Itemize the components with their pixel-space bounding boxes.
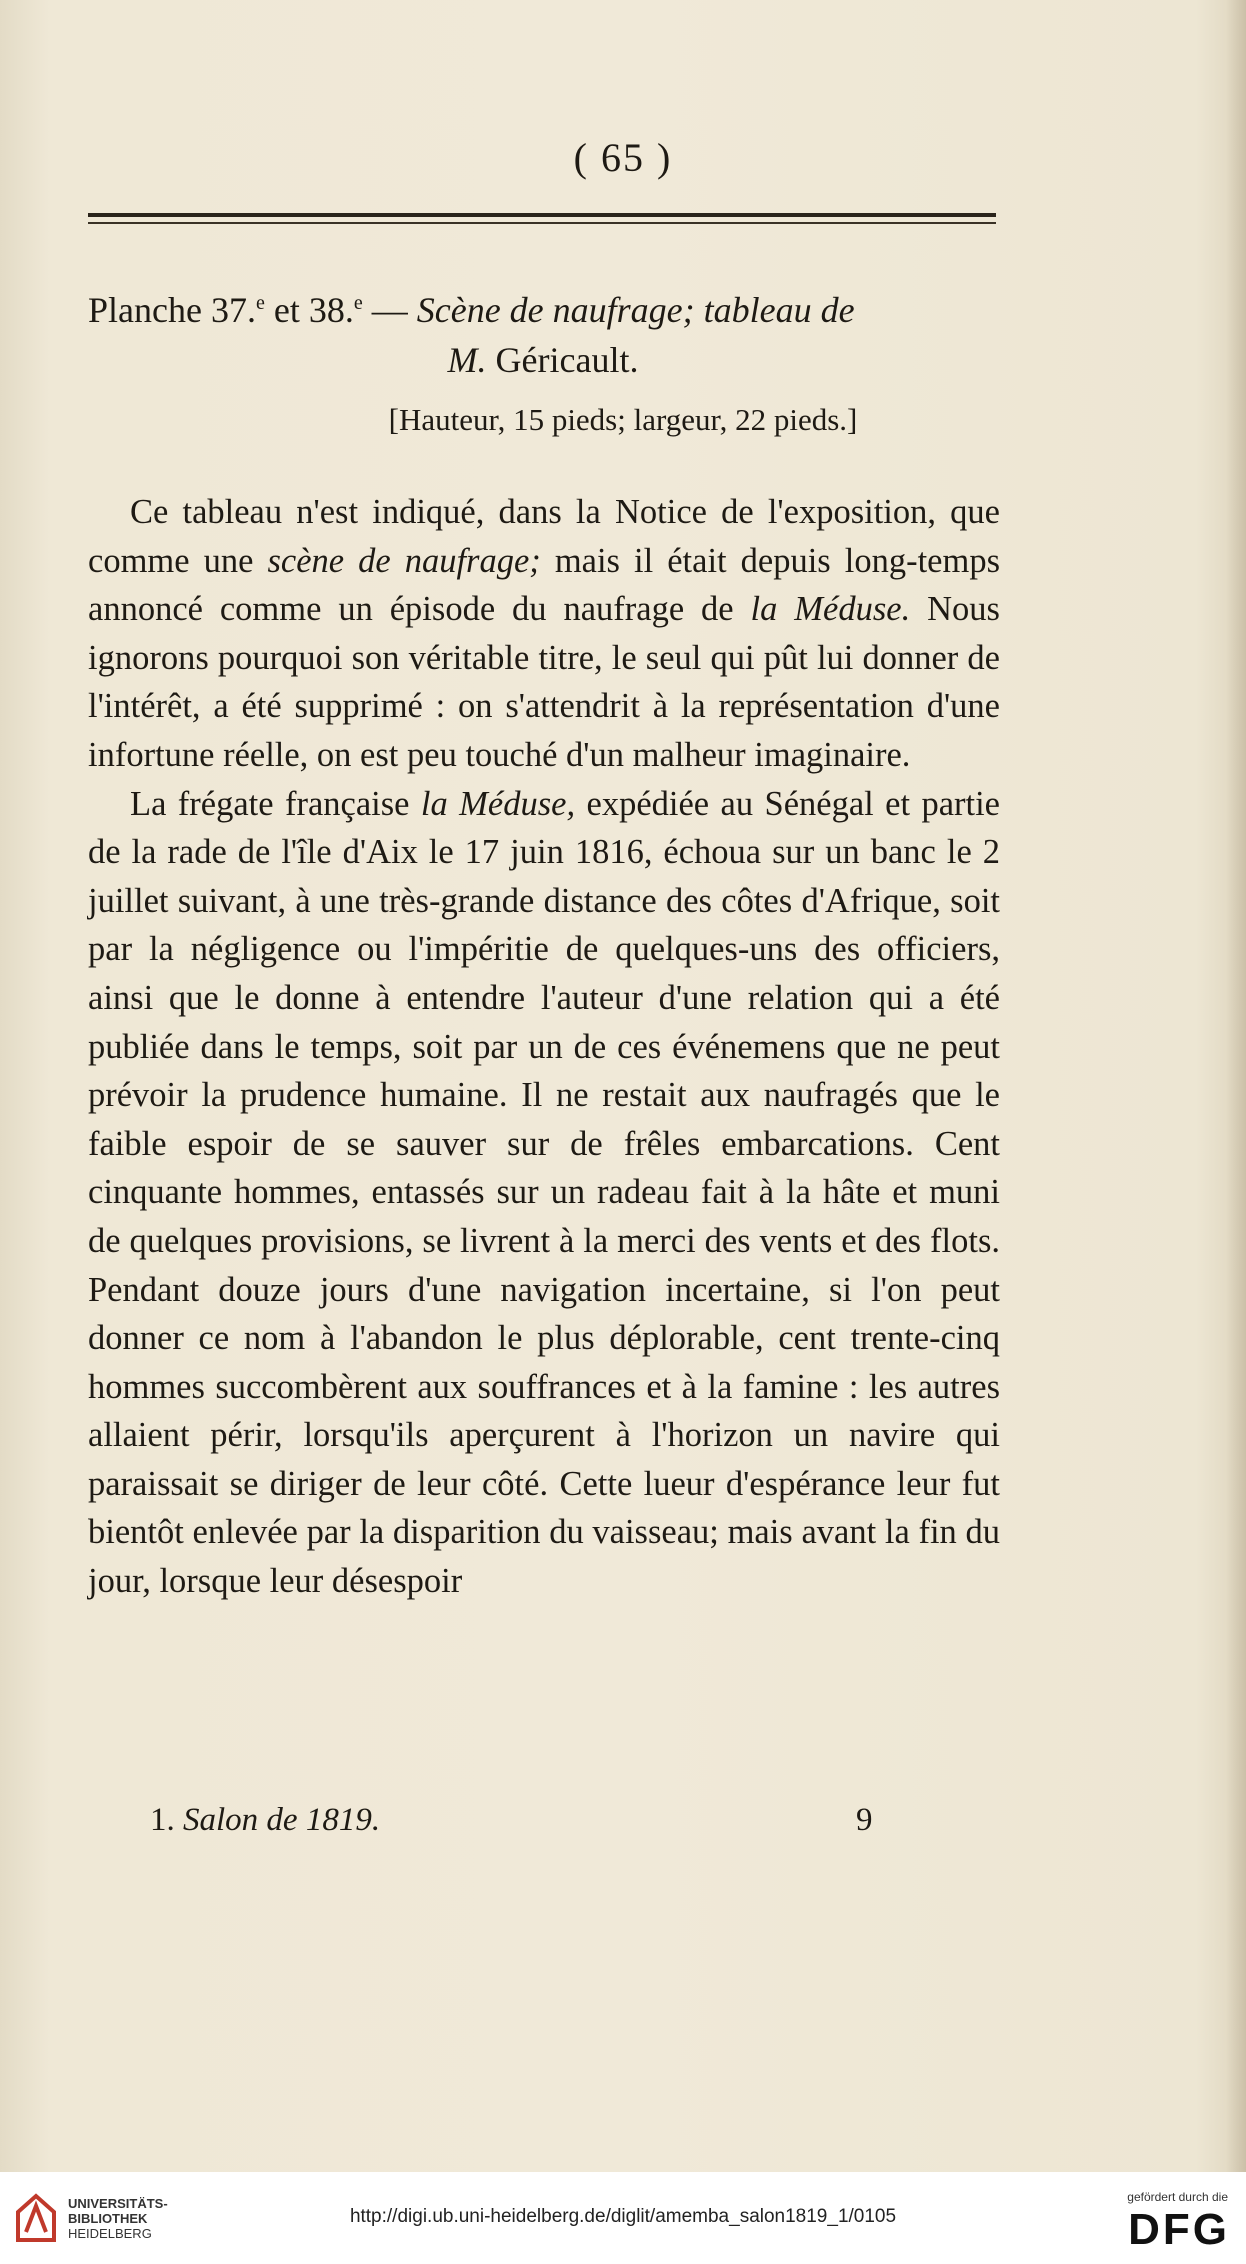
body-text	[88, 488, 1000, 1606]
paragraph-1-italic-b: la Méduse.	[750, 590, 911, 629]
paragraph-2-italic-a: la Méduse,	[420, 784, 576, 823]
viewer-footer	[0, 2172, 1246, 2264]
paragraph-2-text-b: expédiée au Sénégal et partie de la rade de l'île d'Aix le 17 juin 1816, échoua sur un banc le 2 juillet suivant, à une très-grande distance des côtes d'Afrique, soit par la négligence ou l'impéritie de quelques-uns des officiers, ainsi que le donne à entendre l'auteur d'une relation qui a été publiée dans le temps, soit par un de ces événemens que ne peut prévoir la prudence humaine. Il ne restait aux naufragés que le faible espoir de se sauver sur de frêles embarcations. Cent cinquante hommes, entassés sur un radeau fait à la hâte et muni de quelques provisions, se livrent à la merci des vents et des flots. Pendant douze jours d'une navigation incertaine, si l'on peut donner ce nom à l'abandon le plus déplorable, cent trente-cinq hommes succombèrent aux souffrances et à la famine : les autres allaient périr, lorsqu'ils aperçurent à l'horizon un navire qui paraissait se diriger de leur côté. Cette lueur d'espérance leur fut bientôt enlevée par la disparition du vaisseau; mais avant la fin du jour, lorsque leur désespoir	[88, 784, 1000, 1601]
library-name-line-3: HEIDELBERG	[68, 2226, 152, 2241]
title-subject: Scène de naufrage; tableau de	[416, 290, 855, 330]
signature-number: 9	[856, 1802, 873, 1838]
title-line-2	[88, 335, 998, 385]
paragraph-2	[88, 780, 1000, 1606]
header-rule-thin	[88, 222, 996, 224]
dfg-logo[interactable]: DFG	[1128, 2205, 1230, 2254]
signature-title: Salon de 1819.	[183, 1802, 381, 1838]
title-artist-prefix: M.	[447, 340, 487, 380]
library-name-line-2: BIBLIOTHEK	[68, 2211, 148, 2226]
signature-prefix: 1.	[150, 1802, 183, 1838]
paragraph-1-italic-a: scène de naufrage;	[267, 541, 541, 580]
title-superscript-1: e	[255, 292, 265, 314]
paragraph-1	[88, 488, 1000, 780]
title-superscript-2: e	[353, 292, 363, 314]
title-plate-number-a: Planche 37.	[88, 290, 256, 330]
plate-title	[88, 278, 998, 385]
paragraph-1-text-a: Ce tableau n'est indiqué, dans la Notice de l'exposition, que comme une	[88, 493, 1000, 580]
signature-line	[150, 1802, 873, 1839]
painting-dimensions: [Hauteur, 15 pieds; largeur, 22 pieds.]	[388, 402, 858, 437]
title-plate-number-b: et 38.	[264, 290, 354, 330]
title-artist: Géricault.	[486, 340, 639, 380]
paragraph-2-text-a: La frégate française	[130, 784, 421, 823]
paragraph-1-text-c: Nous ignorons pourquoi son véritable titre, le seul qui pût lui donner de l'intérêt, a été supprimé : on s'attendrit à la représentation d'une infortune réelle, on est peu touché d'un malheur imaginaire.	[88, 590, 1000, 774]
library-name-line-1: UNIVERSITÄTS-	[68, 2196, 168, 2211]
funder-label: gefördert durch die	[1127, 2190, 1228, 2204]
paragraph-1-text-b: mais il était depuis long-temps annoncé comme un épisode du naufrage de	[88, 541, 1000, 629]
permalink-url[interactable]: http://digi.ub.uni-heidelberg.de/diglit/amemba_salon1819_1/0105	[349, 2206, 897, 2227]
title-dash: —	[362, 290, 417, 330]
page-spine-shadow	[1226, 0, 1246, 2172]
header-rule-thick	[88, 213, 996, 217]
page-number: ( 65 )	[573, 135, 673, 180]
